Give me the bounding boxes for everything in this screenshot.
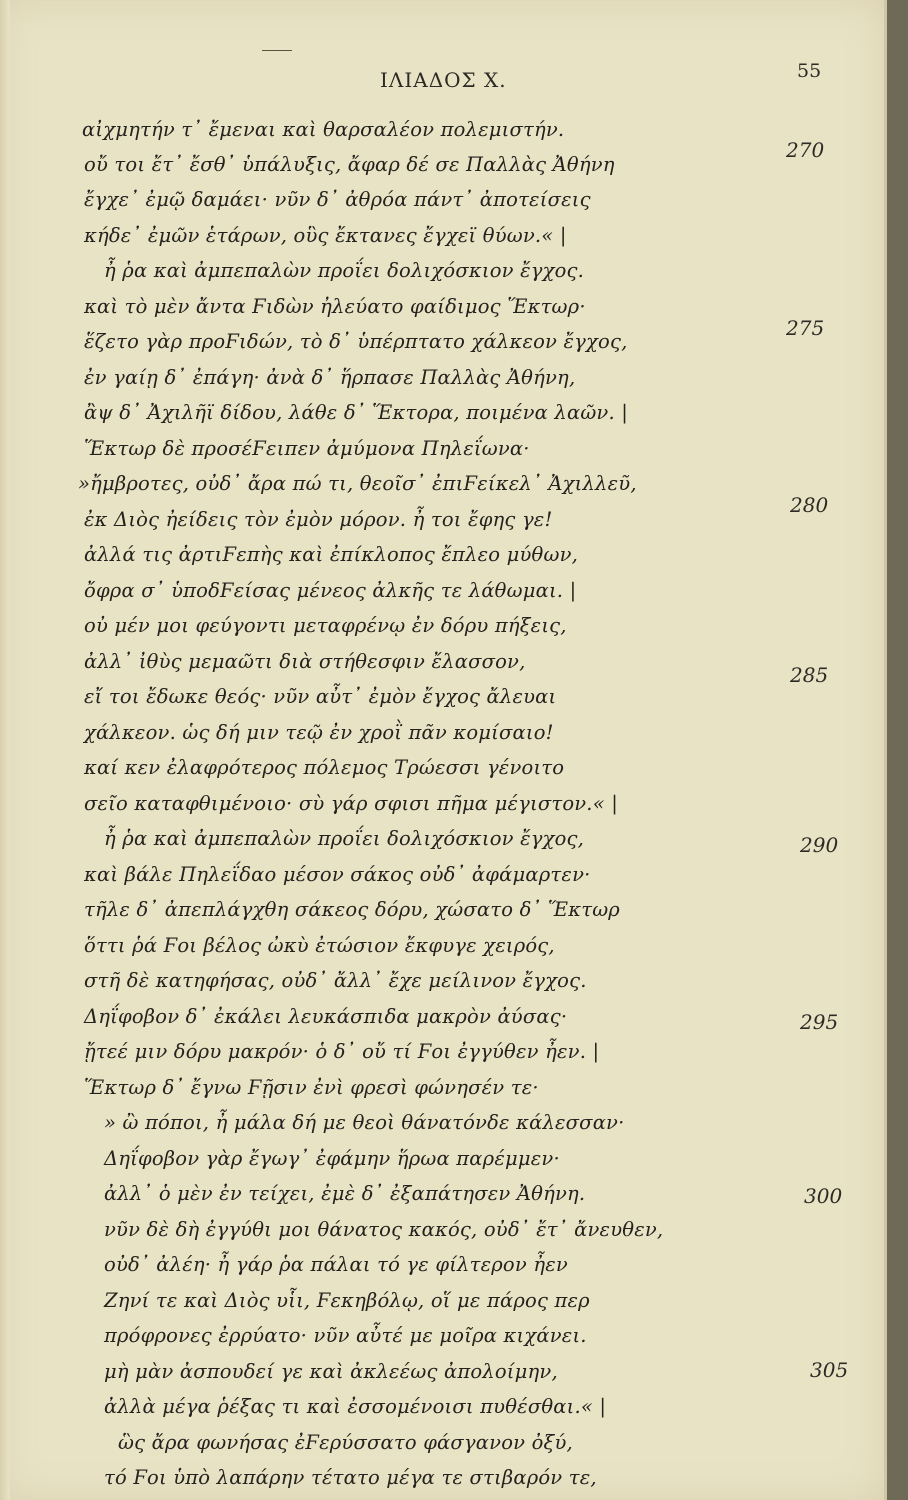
verse-line: πρόφρονες ἐρρύατο· νῦν αὖτέ με μοῖρα κιχάνει. (104, 1324, 587, 1347)
line-number: 270 (786, 138, 825, 162)
verse-line: καί κεν ἐλαφρότερος πόλεμος Τρώεσσι γένοιτο (84, 756, 565, 779)
verse-line: » ὢ πόποι, ἦ μάλα δή με θεοὶ θάνατόνδε κάλεσσαν· (104, 1111, 625, 1134)
verse-line: ᾔτεέ μιν δόρυ μακρόν· ὁ δ᾽ οὔ τί Ϝοι ἐγγύθεν ἦεν. | (84, 1040, 600, 1063)
verse-line: μὴ μὰν ἀσπουδεί γε καὶ ἀκλεέως ἀπολοίμην, (104, 1360, 558, 1383)
verse-line: χάλκεον. ὡς δή μιν τεῷ ἐν χροῒ πᾶν κομίσαιο! (84, 721, 554, 744)
line-number: 300 (804, 1184, 843, 1208)
verse-line: ἦ ῥα καὶ ἀμπεπαλὼν προΐει δολιχόσκιον ἔγχος. (104, 259, 585, 282)
verse-line: οὔ τοι ἔτ᾽ ἔσθ᾽ ὑπάλυξις, ἄφαρ δέ σε Παλλὰς Ἀθήνη (84, 153, 615, 176)
verse-line: ἀλλά τις ἀρτιϜεπὴς καὶ ἐπίκλοπος ἔπλεο μύθων, (84, 543, 579, 566)
line-number: 290 (800, 833, 839, 857)
verse-line: καὶ βάλε Πηλεΐδαο μέσον σάκος οὐδ᾽ ἀφάμαρτεν· (84, 863, 591, 886)
verse-line: »ἤμβροτες, οὐδ᾽ ἄρα πώ τι, θεοῖσ᾽ ἐπιϜείκελ᾽ Ἀχιλλεῦ, (78, 472, 637, 495)
verse-line: ἐν γαίῃ δ᾽ ἐπάγη· ἀνὰ δ᾽ ἥρπασε Παλλὰς Ἀθήνη, (84, 366, 576, 389)
verse-line: ἔγχε᾽ ἐμῷ δαμάει· νῦν δ᾽ ἀθρόα πάντ᾽ ἀποτείσεις (84, 188, 591, 211)
running-head: ΙΛΙΑΔΟΣ Χ. (380, 68, 507, 92)
verse-line: νῦν δὲ δὴ ἐγγύθι μοι θάνατος κακός, οὐδ᾽ ἔτ᾽ ἄνευθεν, (104, 1218, 664, 1241)
verse-line: εἴ τοι ἔδωκε θεός· νῦν αὖτ᾽ ἐμὸν ἔγχος ἄλευαι (84, 685, 557, 708)
verse-line: ἂψ δ᾽ Ἀχιλῆϊ δίδου, λάθε δ᾽ Ἕκτορα, ποιμένα λαῶν. | (84, 401, 629, 424)
verse-line: τό Ϝοι ὑπὸ λαπάρην τέτατο μέγα τε στιβαρόν τε, (104, 1466, 597, 1489)
verse-line: ἐκ Διὸς ἠείδεις τὸν ἐμὸν μόρον. ἦ τοι ἔφης γε! (84, 508, 553, 531)
verse-line: Ἕκτωρ δὲ προσέϜειπεν ἀμύμονα Πηλεΐωνα· (84, 437, 530, 460)
line-number: 285 (790, 663, 829, 687)
verse-line: ἀλλὰ μέγα ῥέξας τι καὶ ἐσσομένοισι πυθέσθαι.« | (104, 1395, 607, 1418)
verse-line: Δηΐφοβον δ᾽ ἐκάλει λευκάσπιδα μακρὸν ἀύσας· (84, 1005, 568, 1028)
page-number: 55 (797, 60, 822, 82)
verse-line: οὐδ᾽ ἀλέη· ἦ γάρ ῥα πάλαι τό γε φίλτερον ἦεν (104, 1253, 568, 1276)
verse-line: ἕζετο γὰρ προϜιδών, τὸ δ᾽ ὑπέρπτατο χάλκεον ἔγχος, (84, 330, 628, 353)
verse-line: Δηΐφοβον γὰρ ἔγωγ᾽ ἐφάμην ἥρωα παρέμμεν· (104, 1147, 560, 1170)
verse-line: ἦ ῥα καὶ ἀμπεπαλὼν προΐει δολιχόσκιον ἔγχος, (104, 827, 585, 850)
line-number: 305 (810, 1358, 849, 1382)
verse-line: κήδε᾽ ἐμῶν ἑτάρων, οὓς ἔκτανες ἔγχεϊ θύων.« | (84, 224, 567, 247)
verse-line: καὶ τὸ μὲν ἄντα Ϝιδὼν ἠλεύατο φαίδιμος Ἕκτωρ· (84, 295, 586, 318)
verse-line: ὣς ἄρα φωνήσας ἐϜερύσσατο φάσγανον ὀξύ, (118, 1431, 573, 1454)
verse-line: Ζηνί τε καὶ Διὸς υἷι, Ϝεκηβόλῳ, οἵ με πάρος περ (104, 1289, 590, 1312)
verse-line: αἰχμητήν τ᾽ ἔμεναι καὶ θαρσαλέον πολεμιστήν. (82, 118, 565, 141)
line-number: 295 (800, 1010, 839, 1034)
verse-line: οὐ μέν μοι φεύγοντι μεταφρένῳ ἐν δόρυ πήξεις, (84, 614, 567, 637)
verse-line: Ἕκτωρ δ᾽ ἔγνω Ϝῇσιν ἐνὶ φρεσὶ φώνησέν τε· (84, 1076, 539, 1099)
line-number: 280 (790, 493, 829, 517)
verse-line: τῆλε δ᾽ ἀπεπλάγχθη σάκεος δόρυ, χώσατο δ᾽ Ἕκτωρ (84, 898, 620, 921)
verse-line: ὄφρα σ᾽ ὑποδϜείσας μένεος ἀλκῆς τε λάθωμαι. | (84, 579, 577, 602)
verse-line: σεῖο καταφθιμένοιο· σὺ γάρ σφισι πῆμα μέγιστον.« | (84, 792, 619, 815)
verse-line: ἀλλ᾽ ὁ μὲν ἐν τείχει, ἐμὲ δ᾽ ἐξαπάτησεν Ἀθήνη. (104, 1182, 586, 1205)
verse-line: ἀλλ᾽ ἰθὺς μεμαῶτι διὰ στήθεσφιν ἔλασσον, (84, 650, 526, 673)
verse-line: στῆ δὲ κατηφήσας, οὐδ᾽ ἄλλ᾽ ἔχε μείλινον ἔγχος. (84, 969, 587, 992)
verse-line: ὅττι ῥά Ϝοι βέλος ὠκὺ ἐτώσιον ἔκφυγε χειρός, (84, 934, 555, 957)
line-number: 275 (786, 316, 825, 340)
